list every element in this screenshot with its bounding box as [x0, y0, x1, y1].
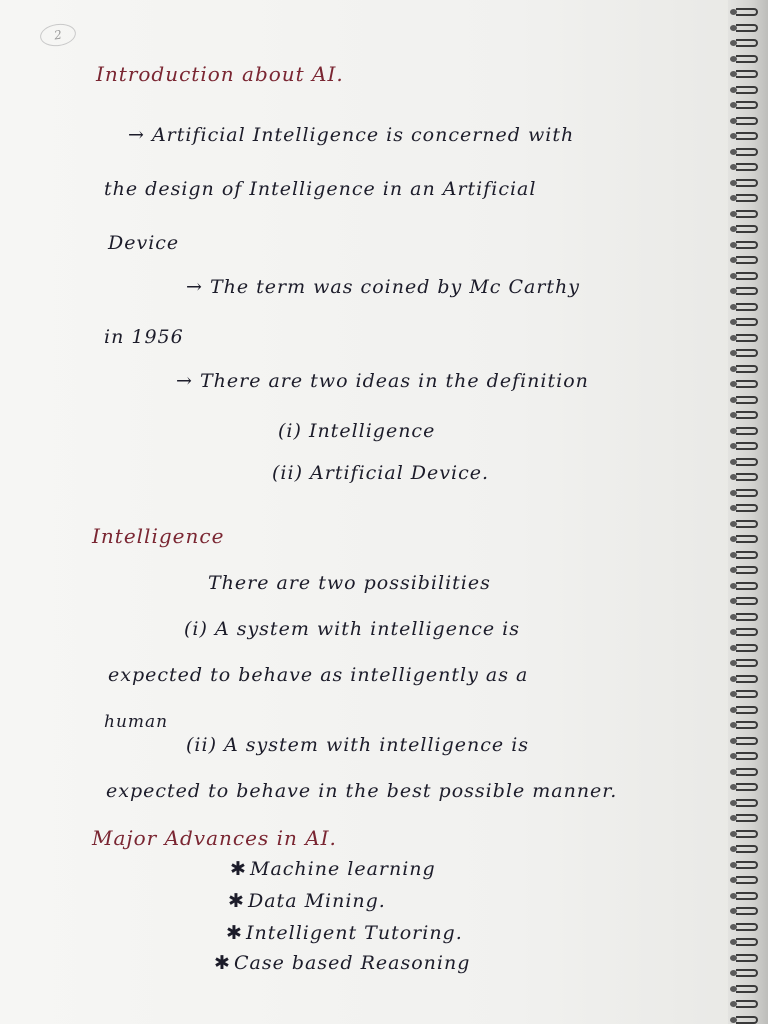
spiral-coil	[736, 876, 758, 884]
spiral-coil	[736, 117, 758, 125]
spiral-coil	[736, 535, 758, 543]
spiral-coil	[736, 783, 758, 791]
advance-item-label: Intelligent Tutoring.	[246, 922, 463, 944]
spiral-coil	[736, 473, 758, 481]
spiral-coil	[736, 706, 758, 714]
intelligence-line: There are two possibilities	[208, 572, 491, 594]
spiral-coil	[736, 814, 758, 822]
spiral-coil	[736, 287, 758, 295]
spiral-coil	[736, 86, 758, 94]
spiral-coil	[736, 969, 758, 977]
spiral-coil	[736, 303, 758, 311]
spiral-coil	[736, 101, 758, 109]
spiral-coil	[736, 179, 758, 187]
spiral-coil	[736, 39, 758, 47]
spiral-coil	[736, 8, 758, 16]
spiral-coil	[736, 985, 758, 993]
spiral-coil	[736, 70, 758, 78]
spiral-coil	[736, 210, 758, 218]
spiral-coil	[736, 365, 758, 373]
spiral-coil	[736, 675, 758, 683]
advance-item-label: Case based Reasoning	[234, 952, 471, 974]
spiral-coil	[736, 907, 758, 915]
spiral-coil	[736, 830, 758, 838]
advance-item-label: Machine learning	[250, 858, 436, 880]
spiral-coil	[736, 132, 758, 140]
intro-line: → The term was coined by Mc Carthy	[186, 276, 581, 298]
spiral-coil	[736, 659, 758, 667]
spiral-coil	[736, 55, 758, 63]
intro-line: (i) Intelligence	[278, 420, 436, 442]
spiral-coil	[736, 1000, 758, 1008]
spiral-coil	[736, 582, 758, 590]
spiral-coil	[736, 256, 758, 264]
heading-major-advances: Major Advances in AI.	[92, 826, 337, 850]
heading-introduction: Introduction about AI.	[96, 62, 344, 86]
intro-line: in 1956	[104, 326, 184, 348]
spiral-coil	[736, 148, 758, 156]
advance-item	[230, 858, 436, 880]
spiral-coil	[736, 768, 758, 776]
spiral-coil	[736, 954, 758, 962]
spiral-coil	[736, 272, 758, 280]
spiral-coil	[736, 520, 758, 528]
spiral-coil	[736, 923, 758, 931]
spiral-coil	[736, 349, 758, 357]
spiral-coil	[736, 163, 758, 171]
spiral-coil	[736, 194, 758, 202]
advance-item	[228, 890, 386, 912]
intro-line: Device	[108, 232, 180, 254]
spiral-coil	[736, 799, 758, 807]
intelligence-line: (ii) A system with intelligence is	[186, 734, 530, 756]
asterisk-bullet-icon: ✱	[214, 952, 231, 974]
spiral-coil	[736, 411, 758, 419]
spiral-coil	[736, 613, 758, 621]
spiral-coil	[736, 504, 758, 512]
advance-item	[214, 952, 470, 974]
intro-line: (ii) Artificial Device.	[272, 462, 490, 484]
spiral-coil	[736, 737, 758, 745]
spiral-coil	[736, 566, 758, 574]
spiral-coil	[736, 380, 758, 388]
intelligence-line: human	[104, 712, 169, 732]
spiral-coil	[736, 628, 758, 636]
asterisk-bullet-icon: ✱	[230, 858, 247, 880]
asterisk-bullet-icon: ✱	[228, 890, 245, 912]
spiral-coil	[736, 489, 758, 497]
spiral-coil	[736, 334, 758, 342]
intro-line: the design of Intelligence in an Artificial	[104, 178, 537, 200]
intelligence-line: (i) A system with intelligence is	[184, 618, 520, 640]
spiral-coil	[736, 938, 758, 946]
spiral-coil	[736, 644, 758, 652]
spiral-coil	[736, 458, 758, 466]
intro-line: → There are two ideas in the definition	[176, 370, 589, 392]
intelligence-line: expected to behave as intelligently as a	[108, 664, 529, 686]
spiral-coil	[736, 1016, 758, 1024]
spiral-coil	[736, 551, 758, 559]
page-number: 2	[39, 22, 78, 49]
spiral-coil	[736, 892, 758, 900]
asterisk-bullet-icon: ✱	[226, 922, 243, 944]
spiral-coil	[736, 752, 758, 760]
spiral-binding	[728, 0, 768, 1024]
heading-intelligence: Intelligence	[92, 524, 225, 548]
intelligence-line: expected to behave in the best possible manner.	[106, 780, 618, 802]
spiral-coil	[736, 597, 758, 605]
spiral-coil	[736, 721, 758, 729]
spiral-coil	[736, 427, 758, 435]
spiral-coil	[736, 241, 758, 249]
spiral-coil	[736, 690, 758, 698]
spiral-coil	[736, 225, 758, 233]
spiral-coil	[736, 396, 758, 404]
advance-item	[226, 922, 463, 944]
spiral-coil	[736, 861, 758, 869]
spiral-coil	[736, 24, 758, 32]
spiral-coil	[736, 318, 758, 326]
advance-item-label: Data Mining.	[248, 890, 386, 912]
spiral-coil	[736, 442, 758, 450]
intro-line: → Artificial Intelligence is concerned with	[128, 124, 575, 146]
spiral-coil	[736, 845, 758, 853]
